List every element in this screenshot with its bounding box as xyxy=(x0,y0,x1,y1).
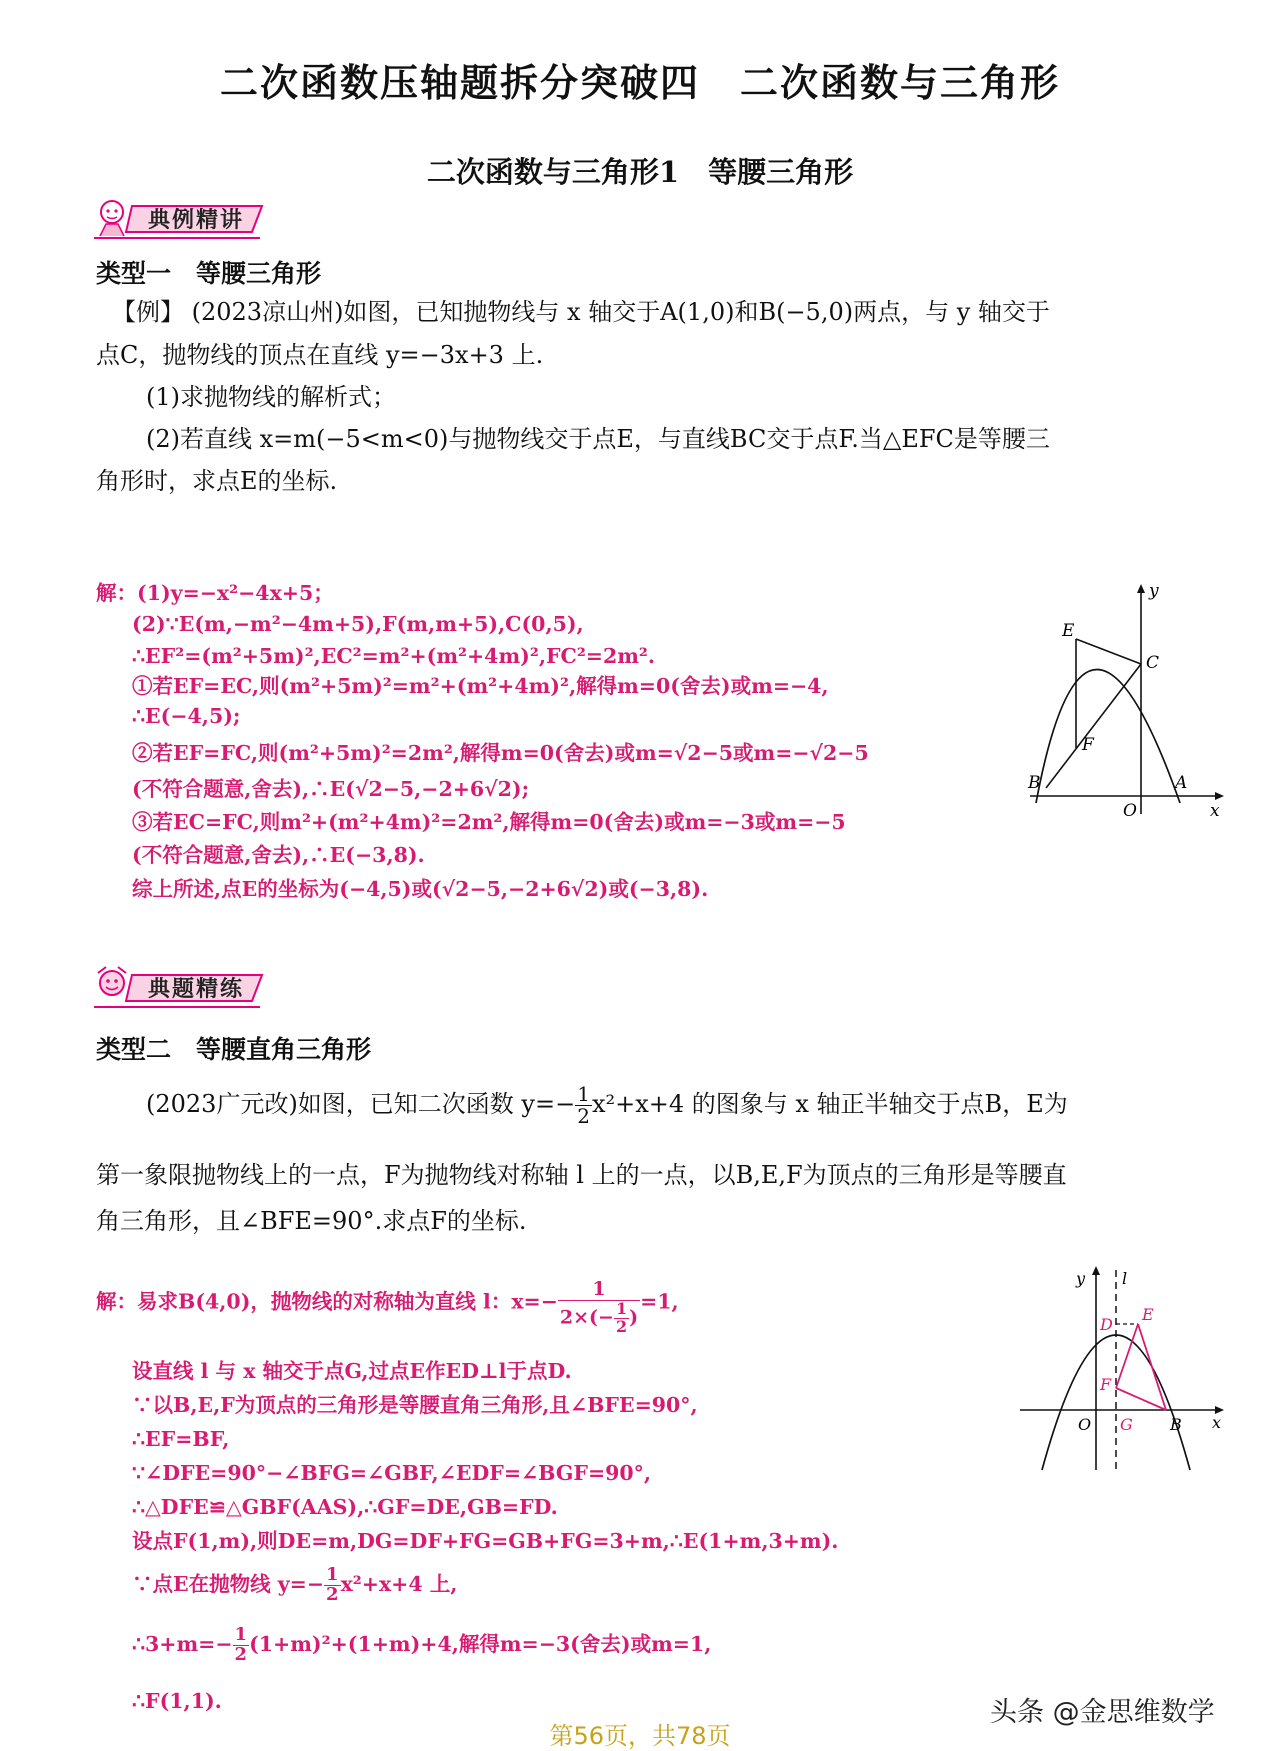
practice-problem-line-2: 第一象限抛物线上的一点，F为抛物线对称轴 l 上的一点，以B,E,F为顶点的三角形是等腰直 xyxy=(96,1161,1067,1189)
parabola-curve xyxy=(1036,670,1180,804)
solution2-line-7: 设点F(1,m),则DE=m,DG=DF+FG=GB+FG=3+m,∴E(1+m,3+m). xyxy=(132,1529,839,1553)
label-c: C xyxy=(1146,653,1160,673)
solution1-line-5: ∴E(−4,5); xyxy=(132,704,241,728)
segment-fb xyxy=(1116,1388,1166,1410)
axis-fraction: 1 2×(− $\frac{1}{2}$ ) xyxy=(559,1278,639,1336)
label-o: O xyxy=(1078,1415,1092,1434)
solution2-text-a: 解：易求B(4,0)，抛物线的对称轴为直线 l：x=− xyxy=(96,1289,558,1314)
solution2-line-1 xyxy=(96,1270,679,1336)
badge-practice xyxy=(92,965,272,1009)
type-two-title: 类型二 等腰直角三角形 xyxy=(96,1035,372,1064)
solution1-line-9: (不符合题意,舍去),∴E(−3,8). xyxy=(132,843,425,867)
page-title: 二次函数压轴题拆分突破四 二次函数与三角形 xyxy=(219,60,1060,105)
badge-label: 典题精练 xyxy=(148,977,245,1002)
label-o: O xyxy=(1123,801,1137,821)
practice-problem-line-1 xyxy=(146,1084,1068,1127)
segment-eb xyxy=(1138,1324,1166,1410)
label-e: E xyxy=(1062,621,1075,641)
section-subtitle: 二次函数与三角形1 等腰三角形 xyxy=(426,155,854,189)
segment-fe xyxy=(1116,1324,1138,1388)
solution1-line-3: ∴EF²=(m²+5m)²,EC²=m²+(m²+4m)²,FC²=2m². xyxy=(132,644,656,668)
badge-example xyxy=(92,196,272,240)
solution1-line-2: (2)∵E(m,−m²−4m+5),F(m,m+5),C(0,5), xyxy=(132,612,584,636)
label-b: B xyxy=(1170,1415,1182,1434)
solution2-line-5: ∵∠DFE=90°−∠BFG=∠GBF,∠EDF=∠BGF=90°, xyxy=(132,1461,652,1485)
solution1-line-8: ③若EC=FC,则m²+(m²+4m)²=2m²,解得m=0(舍去)或m=−3或m=−5 xyxy=(132,810,846,834)
label-x: x xyxy=(1212,1413,1222,1432)
solution2-line-3: ∵以B,E,F为顶点的三角形是等腰直角三角形,且∠BFE=90°, xyxy=(132,1393,698,1417)
solution2-line-4: ∴EF=BF, xyxy=(132,1427,230,1451)
label-d: D xyxy=(1100,1315,1113,1334)
solution2-text-b: =1, xyxy=(640,1289,679,1314)
type-one-title: 类型一 等腰三角形 xyxy=(96,259,322,288)
solution2-line-2: 设直线 l 与 x 轴交于点G,过点E作ED⊥l于点D. xyxy=(132,1359,572,1383)
solution1-line-6: ②若EF=FC,则(m²+5m)²=2m²,解得m=0(舍去)或m=√2−5或m=−√2−5 xyxy=(132,741,869,765)
problem-text-b: x²+x+4 的图象与 x 轴正半轴交于点B，E为 xyxy=(591,1090,1068,1118)
example-problem-line-3: (1)求抛物线的解析式； xyxy=(146,383,396,411)
label-x: x xyxy=(1210,801,1220,821)
label-y: y xyxy=(1149,581,1159,601)
figure-parabola-isosceles xyxy=(1020,578,1230,823)
segment-ec xyxy=(1076,639,1141,664)
label-e: E xyxy=(1142,1305,1154,1324)
example-problem-line-1: 【例】 (2023凉山州)如图，已知抛物线与 x 轴交于A(1,0)和B(−5,0)两点，与 y 轴交于 xyxy=(112,298,1050,326)
problem-text-a: (2023广元改)如图，已知二次函数 y=− xyxy=(146,1090,576,1118)
solution1-line-10: 综上所述,点E的坐标为(−4,5)或(√2−5,−2+6√2)或(−3,8). xyxy=(132,877,709,901)
example-problem-line-4: (2)若直线 x=m(−5<m<0)与抛物线交于点E，与直线BC交于点F.当△EFC是等腰三 xyxy=(146,425,1050,453)
label-a: A xyxy=(1175,773,1188,793)
badge-label: 典例精讲 xyxy=(148,208,245,233)
solution2-line-8: ∵点E在抛物线 y=− $\frac{1}{2}$ x²+x+4 上, xyxy=(132,1564,458,1605)
solution2-line-6: ∴△DFE≌△GBF(AAS),∴GF=DE,GB=FD. xyxy=(132,1495,558,1519)
page-indicator: 第56页，共78页 xyxy=(549,1722,731,1750)
label-y: y xyxy=(1076,1269,1086,1288)
watermark-text: 头条 @金思维数学 xyxy=(990,1697,1215,1728)
practice-problem-line-3: 角三角形，且∠BFE=90°.求点F的坐标. xyxy=(96,1207,527,1235)
label-f: F xyxy=(1082,735,1094,755)
solution1-line-4: ①若EF=EC,则(m²+5m)²=m²+(m²+4m)²,解得m=0(舍去)或m=−4, xyxy=(132,674,829,698)
label-f: F xyxy=(1100,1375,1112,1394)
label-g: G xyxy=(1120,1415,1133,1434)
solution2-line-10: ∴F(1,1). xyxy=(132,1689,222,1713)
label-b: B xyxy=(1028,773,1041,793)
solution2-line-9: ∴3+m=− $\frac{1}{2}$ (1+m)²+(1+m)+4,解得m=−3(舍去)或m=1, xyxy=(132,1624,712,1665)
example-problem-line-2: 点C，抛物线的顶点在直线 y=−3x+3 上. xyxy=(96,341,544,369)
example-problem-line-5: 角形时，求点E的坐标. xyxy=(96,467,338,495)
label-l: l xyxy=(1122,1269,1128,1288)
problem-fraction: $\frac{1}{2}$ xyxy=(577,1082,590,1128)
figure-parabola-right-isosceles xyxy=(1012,1262,1232,1472)
solution1-line-7: (不符合题意,舍去),∴E(√2−5,−2+6√2); xyxy=(132,777,530,801)
line-bc xyxy=(1046,664,1141,788)
solution1-line-1: 解：(1)y=−x²−4x+5； xyxy=(96,581,334,605)
